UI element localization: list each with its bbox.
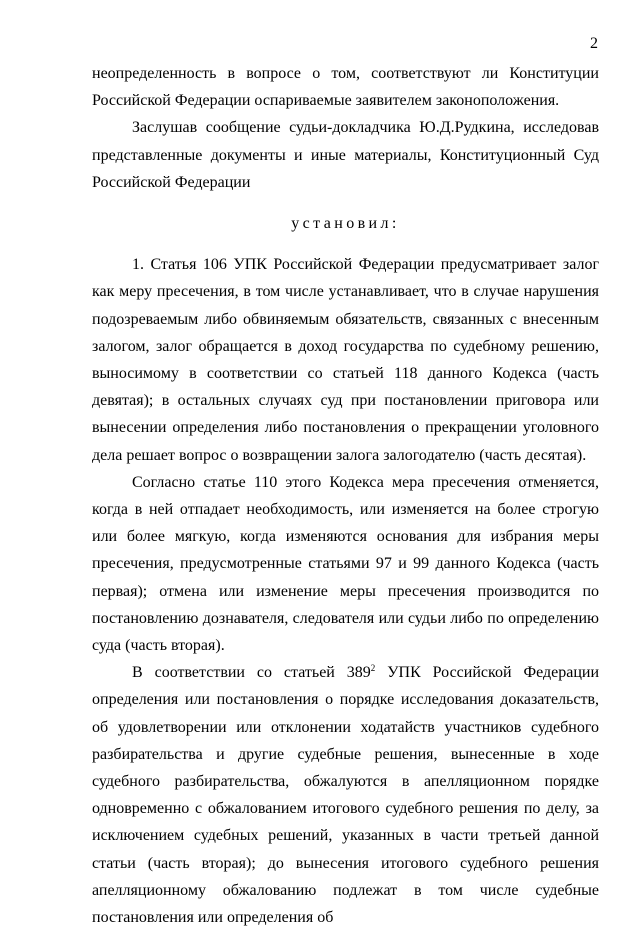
page-number: 2	[590, 35, 598, 52]
paragraph-continuation: неопределенность в вопросе о том, соответствуют ли Конституции Российской Федерации оспариваемые заявителем законоположения.	[92, 65, 599, 110]
paragraph-article-389-start: В соответствии со статьей 389	[132, 664, 371, 682]
article-superscript: 2	[370, 663, 376, 674]
paragraph-hearing: Заслушав сообщение судьи-докладчика Ю.Д.Рудкина, исследовав представленные документы и иные материалы, Конституционный Суд Российской Федерации	[92, 119, 599, 191]
section-heading-established: установил:	[291, 215, 400, 233]
paragraph-article-389	[92, 659, 599, 931]
paragraph-article-389-rest: УПК Российской Федерации определения или постановления о порядке исследования доказательств, об удовлетворении или отклонении ходатайств участников судебного разбирательства и другие судебные решения, вынесенные в ходе судебного разбирательства, обжалуются в апелляционном порядке одновременно с обжалованием итогового судебного решения по делу, за исключением судебных решений, указанных в части третьей данной статьи (часть вторая); до вынесения итогового судебного решения апелляционному обжалованию подлежат в том числе судебные постановления или определения об	[92, 664, 600, 927]
paragraph-article-106: 1. Статья 106 УПК Российской Федерации предусматривает залог как меру пресечения, в том числе устанавливает, что в случае нарушения подозреваемым либо обвиняемым обязательств, связанных с внесенным залогом, залог обращается в доход государства по судебному решению, выносимому в соответствии со статьей 118 данного Кодекса (часть девятая); в остальных случаях суд при постановлении приговора или вынесении определения либо постановления о прекращении уголовного дела решает вопрос о возвращении залога залогодателю (часть десятая).	[92, 256, 599, 464]
document-body	[92, 60, 599, 931]
paragraph-article-110: Согласно статье 110 этого Кодекса мера пресечения отменяется, когда в ней отпадает необходимость, или изменяется на более строгую или более мягкую, когда изменяются основания для избрания меры пресечения, предусмотренные статьями 97 и 99 данного Кодекса (часть первая); отмена или изменение меры пресечения производится по постановлению дознавателя, следователя или судьи либо по определению суда (часть вторая).	[92, 473, 599, 655]
